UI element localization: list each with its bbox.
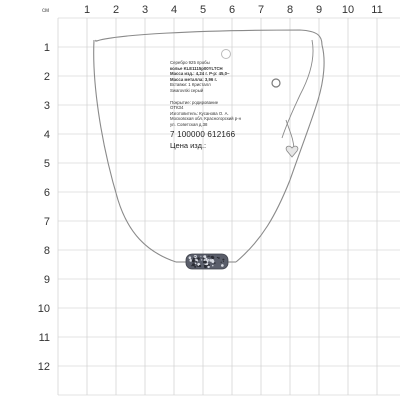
tag-spacer (170, 48, 282, 60)
crystal-facet (190, 259, 192, 261)
ruler-left-number: 1 (43, 42, 50, 54)
crystal-facet (221, 262, 222, 263)
ruler-left-number: 12 (37, 361, 50, 373)
tag-line: Swarovski серый (170, 87, 204, 93)
crystal-facet (203, 258, 205, 260)
crystal-facet (192, 263, 195, 266)
crystal-facet (217, 257, 218, 258)
crystal-pendant (186, 254, 228, 269)
tag-line: Серебро 925 пробы (170, 60, 210, 65)
crystal-facet (223, 261, 224, 262)
crystal-facet (195, 262, 197, 264)
crystal-facet (208, 255, 210, 257)
ruler-left-number: 7 (43, 216, 50, 228)
ruler-top-number: 5 (199, 4, 207, 16)
crystal-facet (199, 265, 201, 267)
ruler-top-number: 11 (371, 4, 383, 16)
ruler-top-number: 10 (341, 4, 355, 16)
ruler-left-number: 3 (43, 100, 50, 112)
tag-line: колье KLE1115p00YLTCH (170, 65, 223, 71)
crystal-facet (218, 257, 220, 259)
barcode-number: 7 100000 612166 (170, 129, 236, 139)
crystal-facet (211, 259, 214, 262)
crystal-facet (194, 266, 196, 268)
crystal-facet (195, 261, 197, 263)
tag-line: Изготовитель: Кусанова О. А. (170, 110, 229, 116)
crystal-facet (204, 265, 207, 268)
crystal-facet (204, 261, 207, 264)
crystal-facet (211, 256, 213, 258)
crystal-facet (214, 262, 216, 264)
ruler-left-number: 11 (38, 332, 50, 344)
tag-line: Масса металла: 3,96 г. (170, 76, 218, 82)
ruler-corner-label: см (42, 8, 50, 14)
tag-info-block (170, 60, 282, 94)
price-tag (170, 48, 282, 206)
ruler-left-number: 6 (43, 187, 50, 199)
ruler-top-number: 2 (112, 4, 120, 16)
crystal-facet (212, 265, 214, 267)
ruler-top-number: 7 (257, 4, 265, 16)
crystal-facet (206, 258, 208, 260)
heart-charm-icon (286, 146, 298, 157)
crystal-facet (222, 259, 224, 261)
ruler-top-number: 9 (315, 4, 323, 16)
tag-maker-block (170, 100, 282, 128)
crystal-facet (200, 256, 201, 257)
ruler-left-number: 4 (43, 129, 50, 141)
ruler-top-number: 4 (170, 4, 178, 16)
tag-line: ОТКЗ4 (170, 105, 184, 111)
crystal-facet (195, 259, 196, 260)
ruler-left-number: 8 (43, 245, 50, 257)
crystal-facet (209, 260, 210, 261)
price-label: Цена изд.: (170, 140, 207, 150)
crystal-facet (201, 259, 202, 260)
ruler-top-number: 1 (83, 4, 91, 16)
crystal-facet (194, 256, 195, 257)
crystal-facet (207, 266, 209, 268)
ruler-left-number: 5 (43, 158, 50, 170)
crystal-facet (189, 256, 192, 259)
crystal-facet (191, 265, 192, 266)
crystal-facet (193, 257, 195, 259)
ruler-left-number: 2 (43, 71, 50, 83)
tag-line: Московская обл. Красногорский р-н (170, 116, 241, 122)
tag-line: ул. Советская д.38 (170, 121, 208, 127)
crystal-facet (192, 259, 195, 262)
ruler-left-number: 9 (43, 274, 50, 286)
tag-line: Покрытие: родирование (170, 99, 219, 105)
ruler-top-number: 3 (141, 4, 149, 16)
ruler-left-number: 10 (37, 303, 50, 315)
tag-line: Масса изд.: 4,24 г. Р-р: 45,0~ (170, 71, 230, 77)
ruler-top-number: 6 (228, 4, 236, 16)
tag-line: Вставки: 1 Кристалл (170, 82, 211, 88)
crystal-facet (221, 264, 224, 267)
ruler-top-number: 8 (286, 4, 294, 16)
